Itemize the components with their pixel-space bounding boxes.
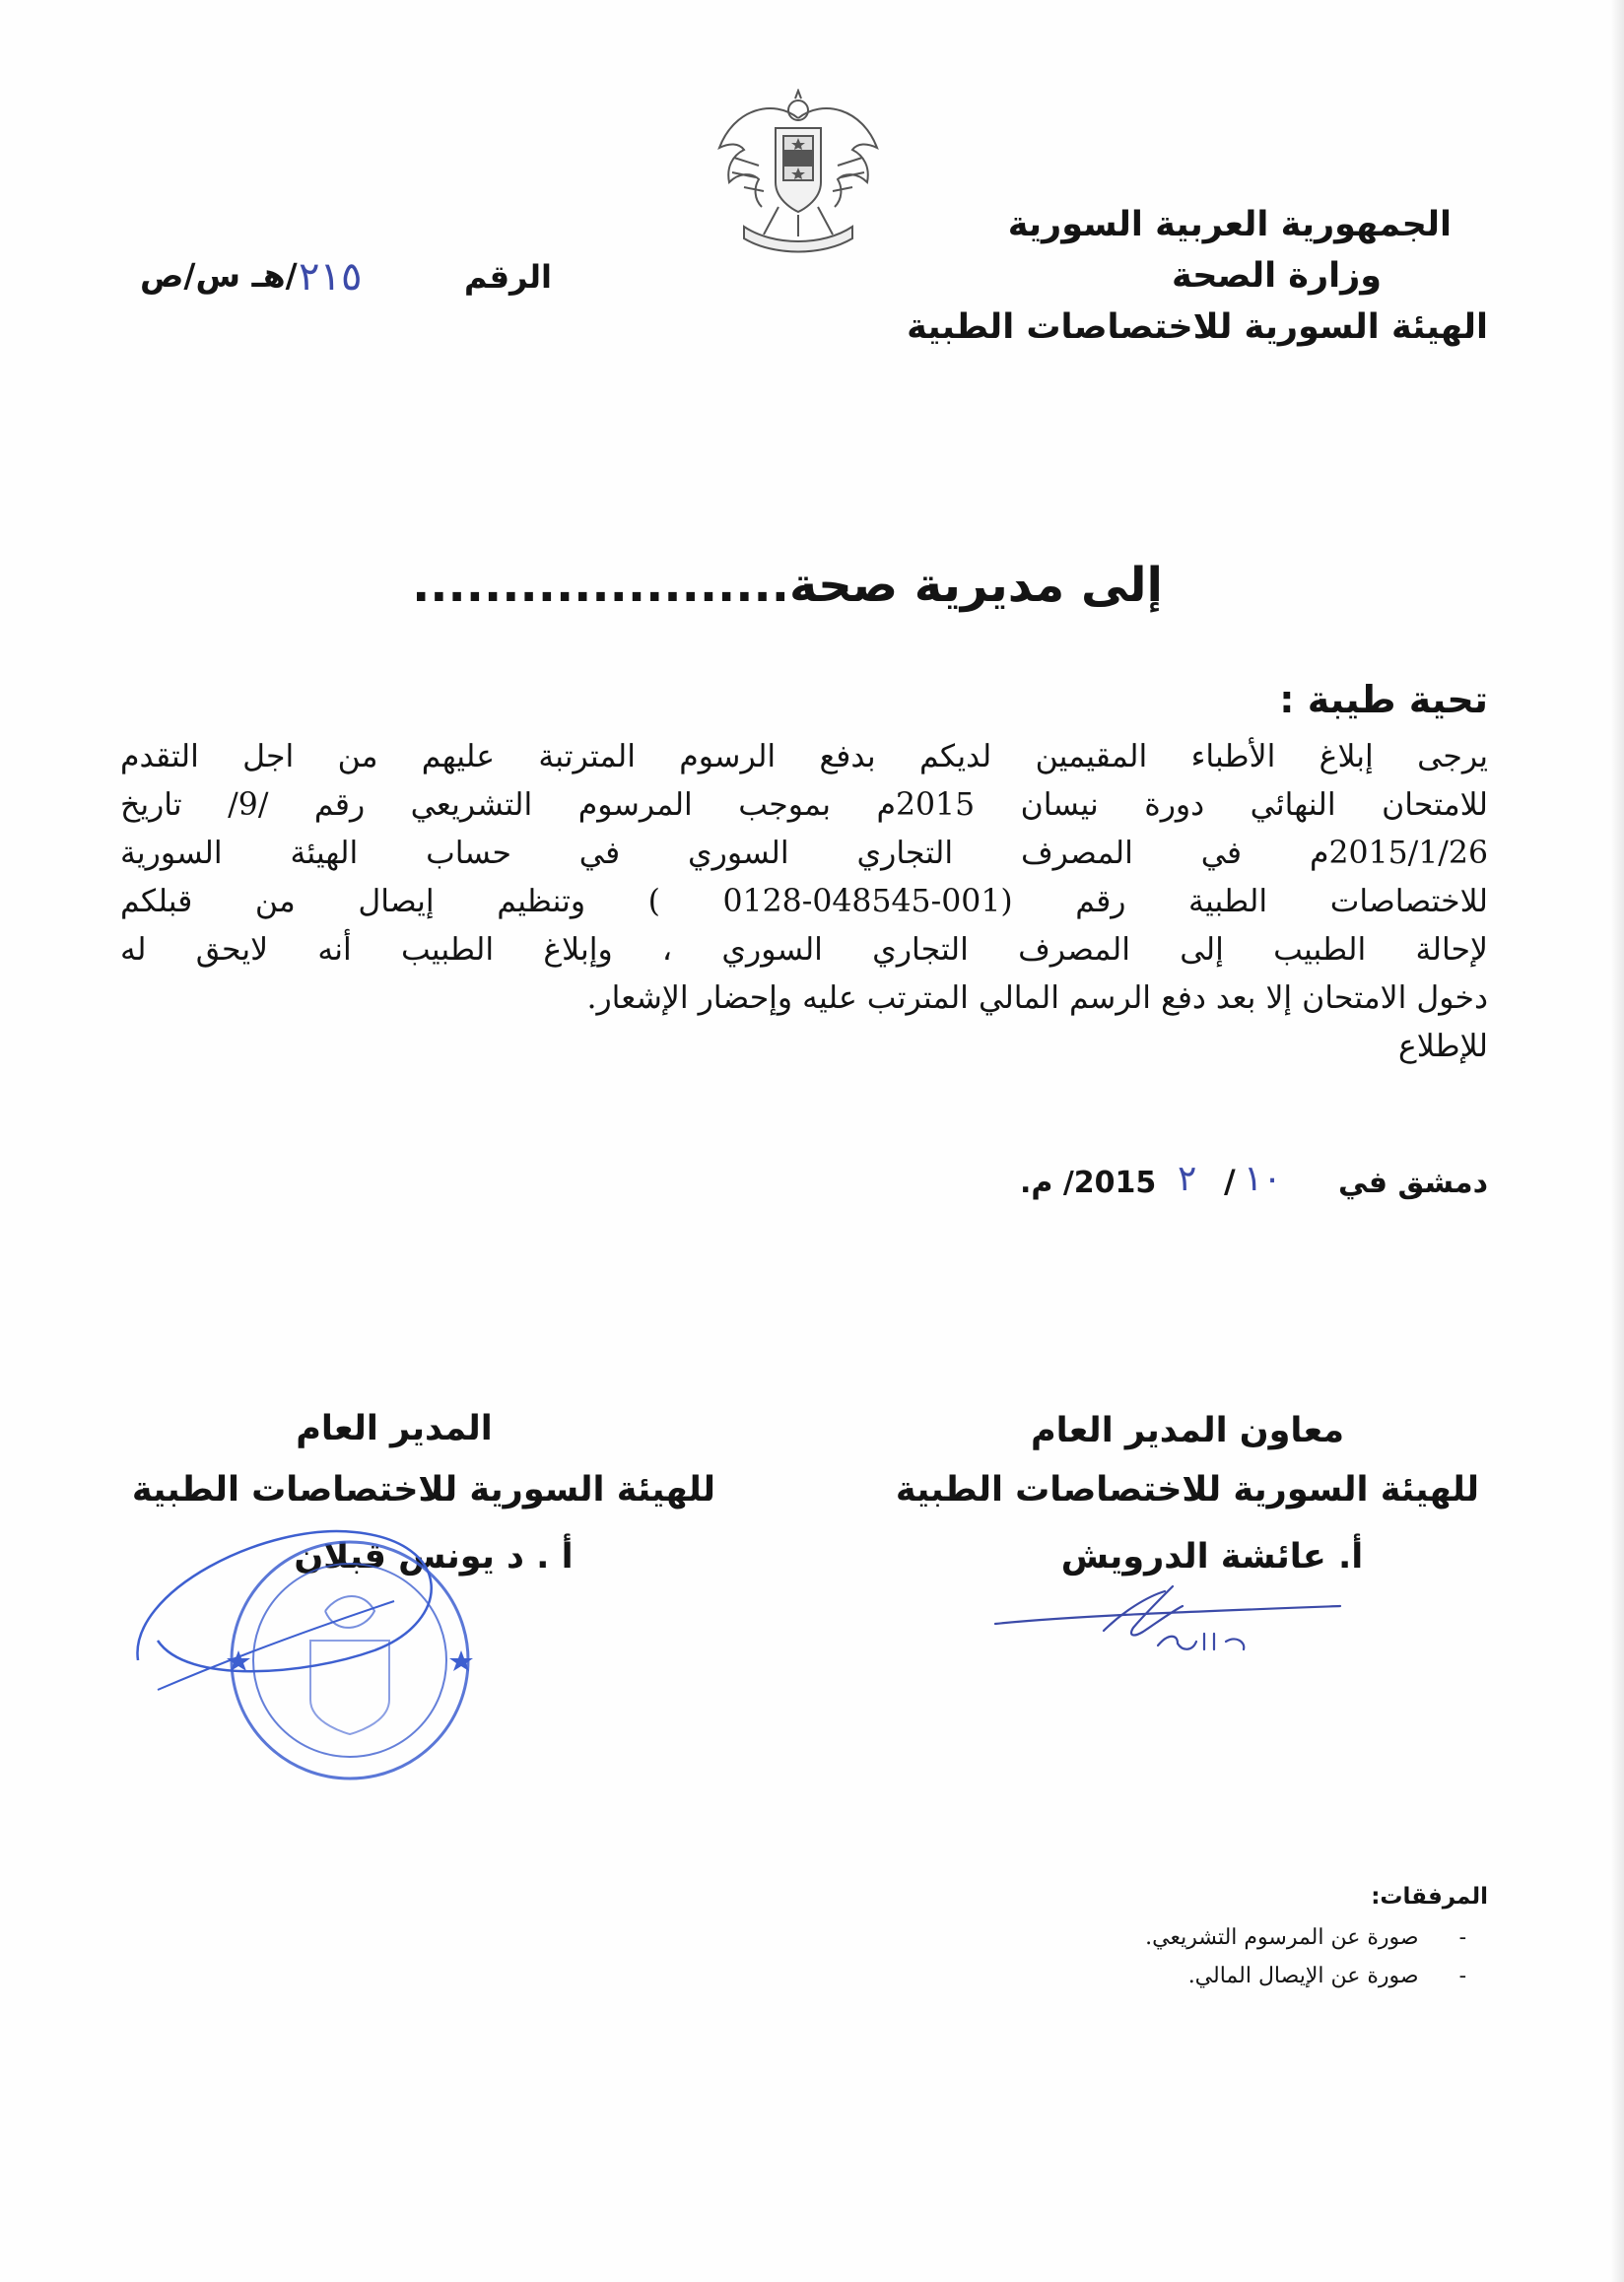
signer-left-title: المدير العام: [296, 1409, 493, 1448]
attachments-title: المرفقات:: [1371, 1884, 1488, 1910]
greeting: تحية طيبة :: [1279, 678, 1488, 721]
body-line: لإحالة الطبيب إلى المصرف التجاري السوري ، وإبلاغ الطبيب أنه لايحق له: [120, 932, 1488, 968]
attachment-item: [1188, 1964, 1466, 1988]
header-board: الهيئة السورية للاختصاصات الطبية: [907, 307, 1488, 347]
body-line: للاختصاصات الطبية رقم (001-048545-0128 ) وتنظيم إيصال من قبلكم: [120, 884, 1489, 919]
letter-body: [120, 733, 1488, 1071]
attachment-bullet: -: [1458, 1925, 1466, 1950]
date-separator: /: [1224, 1163, 1236, 1200]
scan-edge-shadow: [1610, 0, 1624, 2282]
attachment-label: صورة عن الإيصال المالي.: [1187, 1964, 1419, 1988]
signer-left-name: أ . د يونس قبلان: [294, 1537, 574, 1577]
body-line: للامتحان النهائي دورة نيسان 2015م بموجب المرسوم التشريعي رقم /9/ تاريخ: [120, 787, 1488, 823]
syrian-eagle-emblem-icon: [705, 89, 892, 256]
recipient-line: إلى مديرية صحة.....................: [412, 558, 1163, 613]
attachment-bullet: -: [1458, 1964, 1466, 1988]
signer-right-title: معاون المدير العام: [1031, 1411, 1344, 1450]
header-country: الجمهورية العربية السورية: [1007, 205, 1452, 244]
date-day-handwritten: ١٠: [1244, 1159, 1282, 1199]
official-stamp-with-signature: [128, 1512, 493, 1808]
date-year: 2015/ م.: [1020, 1166, 1157, 1200]
reference-suffix: /هـ س/ص: [140, 256, 298, 295]
attachment-label: صورة عن المرسوم التشريعي.: [1145, 1925, 1419, 1950]
handwritten-signature-right: [985, 1557, 1360, 1665]
reference-label: الرقم: [464, 258, 552, 296]
body-line: 2015/1/26م في المصرف التجاري السوري في حساب الهيئة السورية: [120, 836, 1488, 871]
signer-left-org: للهيئة السورية للاختصاصات الطبية: [131, 1470, 716, 1510]
body-line: يرجى إبلاغ الأطباء المقيمين لديكم بدفع الرسوم المترتبة عليهم من اجل التقدم: [120, 739, 1488, 774]
signer-right-name: أ. عائشة الدرويش: [1060, 1537, 1364, 1577]
signer-right-org: للهيئة السورية للاختصاصات الطبية: [895, 1470, 1480, 1510]
header-ministry: وزارة الصحة: [1172, 256, 1382, 296]
date-place: دمشق في: [1338, 1166, 1488, 1200]
date-month-handwritten: ٢: [1178, 1159, 1197, 1199]
reference-number-handwritten: ٢١٥: [299, 254, 363, 300]
body-line: دخول الامتحان إلا بعد دفع الرسم المالي المترتب عليه وإحضار الإشعار.: [586, 980, 1488, 1016]
attachment-item: [1145, 1925, 1466, 1950]
body-line: للإطلاع: [1397, 1029, 1488, 1064]
